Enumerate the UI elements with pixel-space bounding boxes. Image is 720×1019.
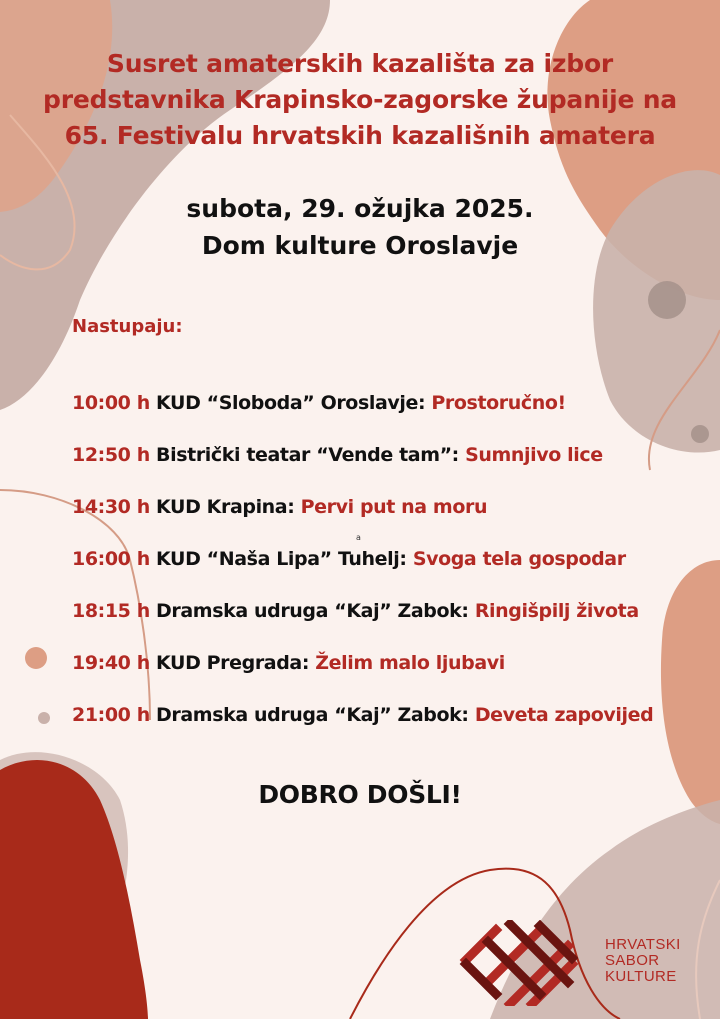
schedule-time: 12:50 h [72, 444, 150, 466]
schedule-item [72, 392, 566, 422]
stray-text-mark: a [356, 533, 361, 542]
title-line: 65. Festivalu hrvatskih kazališnih amatera [64, 121, 656, 150]
schedule-group: KUD “Sloboda” Oroslavje: [156, 392, 426, 414]
schedule-group: Dramska udruga “Kaj” Zabok: [156, 600, 469, 622]
schedule-play: Ringišpilj života [474, 600, 639, 622]
hsk-logo [458, 920, 700, 1010]
schedule-item [72, 444, 603, 474]
hsk-lattice-logo-icon [458, 920, 578, 1006]
event-venue: Dom kulture Oroslavje [201, 231, 519, 260]
schedule-item [72, 652, 505, 682]
schedule-group: Dramska udruga “Kaj” Zabok: [156, 704, 469, 726]
schedule-time: 19:40 h [72, 652, 150, 674]
schedule-group: Bistrički teatar “Vende tam”: [156, 444, 459, 466]
title-line: Susret amaterskih kazališta za izbor [106, 49, 614, 78]
logo-text-line: SABOR [605, 952, 660, 969]
schedule-play: Želim malo ljubavi [315, 652, 505, 674]
title-line: predstavnika Krapinsko-zagorske županije na [43, 85, 677, 114]
schedule-item [72, 600, 639, 630]
schedule-play: Pervi put na moru [300, 496, 488, 518]
logo-text-line: HRVATSKI [605, 936, 681, 953]
welcome-message: DOBRO DOŠLI! [258, 780, 462, 809]
schedule-time: 14:30 h [72, 496, 150, 518]
schedule-time: 10:00 h [72, 392, 150, 414]
poster-title [20, 46, 700, 154]
performers-heading: Nastupaju: [72, 316, 183, 337]
schedule-group: KUD “Naša Lipa” Tuhelj: [156, 548, 407, 570]
event-date: subota, 29. ožujka 2025. [186, 194, 534, 223]
schedule-time: 21:00 h [72, 704, 150, 726]
schedule-time: 16:00 h [72, 548, 150, 570]
logo-text-line: KULTURE [605, 968, 677, 985]
schedule-item [72, 548, 626, 578]
schedule-play: Svoga tela gospodar [412, 548, 626, 570]
schedule-play: Deveta zapovijed [474, 704, 654, 726]
schedule-item [72, 704, 653, 734]
schedule-group: KUD Pregrada: [156, 652, 310, 674]
schedule-play: Prostoručno! [431, 392, 566, 414]
date-venue-block [60, 190, 660, 264]
hsk-logo-text [605, 937, 681, 985]
schedule-time: 18:15 h [72, 600, 150, 622]
schedule-item [72, 496, 487, 526]
schedule-play: Sumnjivo lice [465, 444, 603, 466]
schedule-group: KUD Krapina: [156, 496, 295, 518]
